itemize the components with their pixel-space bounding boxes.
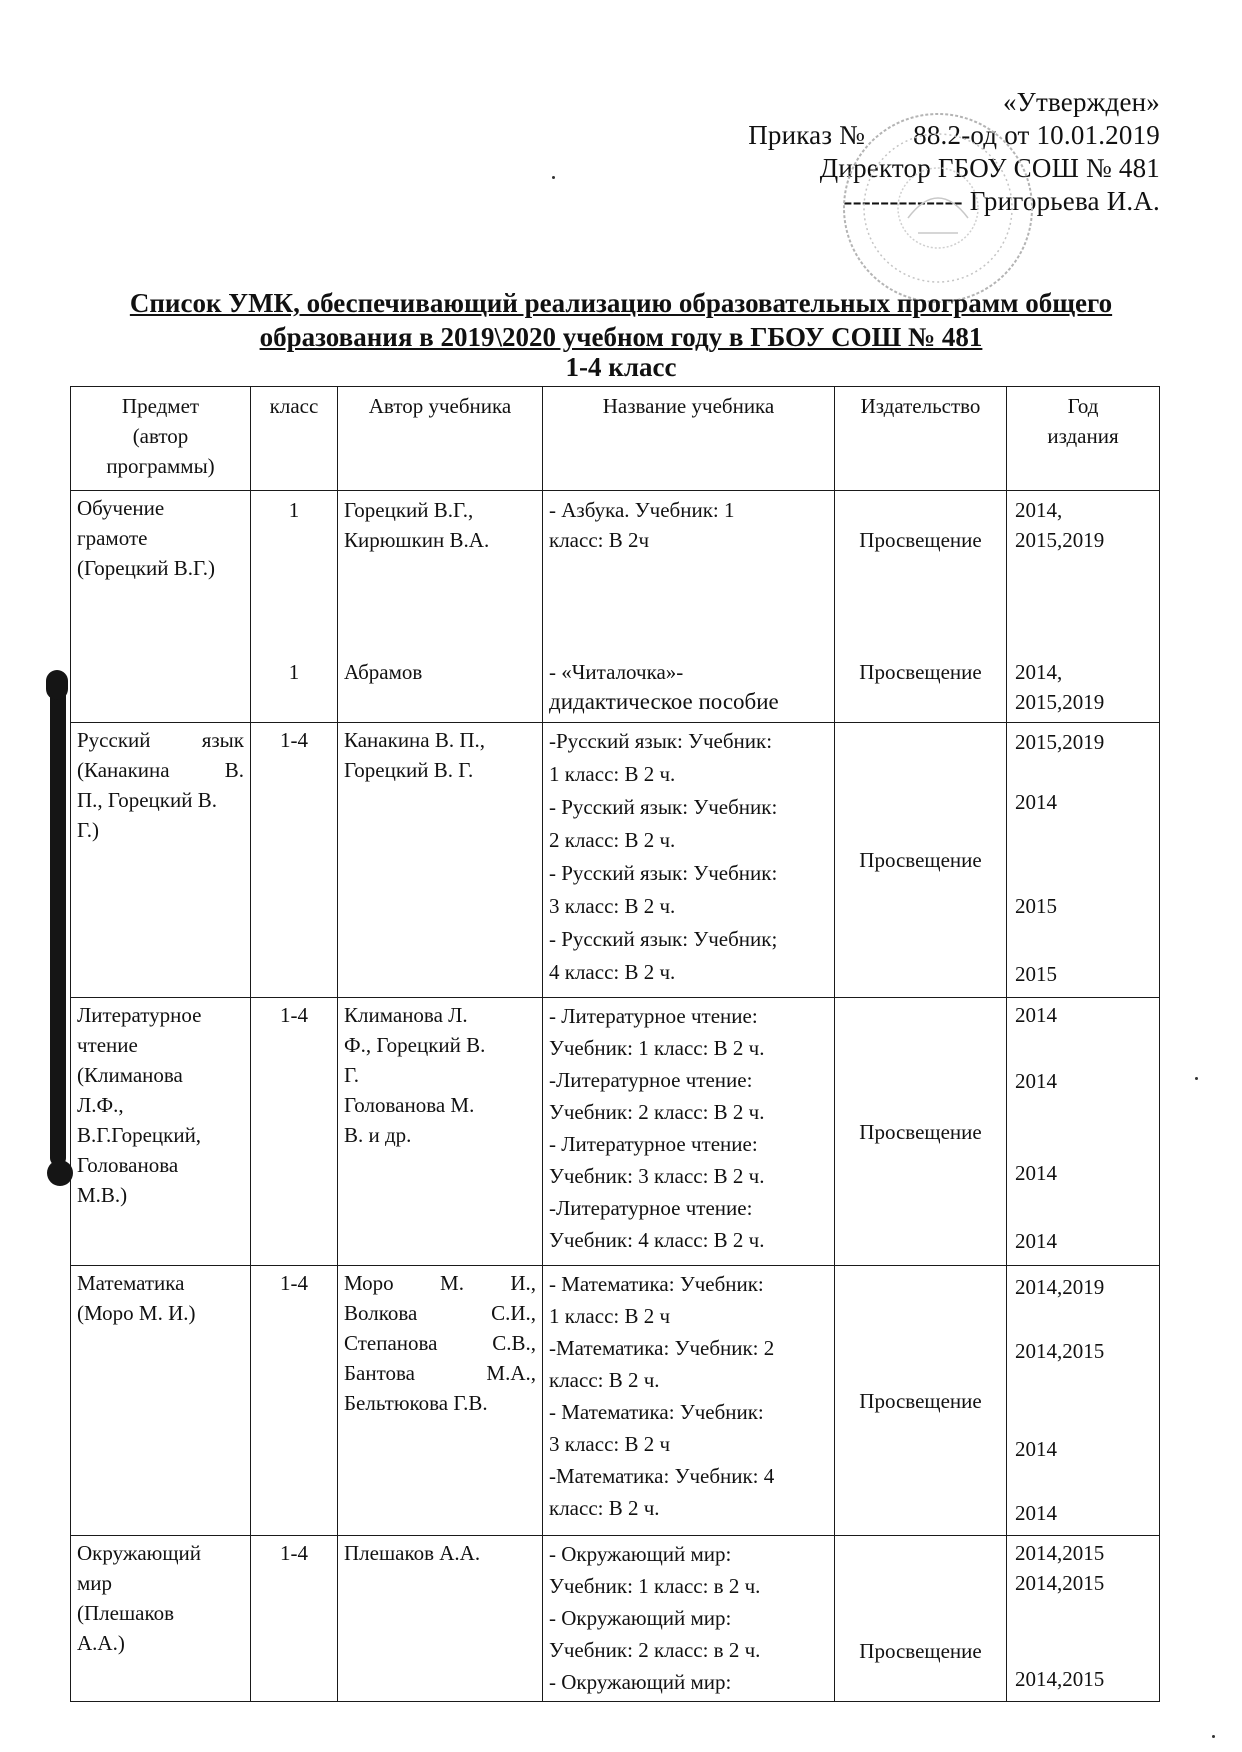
row-year: 2015,2019 2014 2015 2015 [1007,723,1160,998]
scan-dot [1212,1735,1215,1738]
order-label: Приказ № [748,120,866,150]
row-class: 1-4 [251,723,338,998]
table-row [71,723,1160,998]
header-class: класс [251,387,338,491]
order-line [748,119,1160,152]
row-book: -Русский язык: Учебник: 1 класс: В 2 ч. - Русский язык: Учебник: 2 класс: В 2 ч. - Русский язык: Учебник: 3 класс: В 2 ч. - Русский язык: Учебник; 4 класс: В 2 ч. [543,723,835,998]
row-year: 2014,2015 2014,2015 2014,2015 [1007,1536,1160,1702]
row-class: 1-4 [251,1536,338,1702]
row-publisher: Просвещение Просвещение [835,491,1007,723]
scan-dot [552,176,555,179]
order-number: 88.2-од от 10.01.2019 [913,120,1160,150]
row-author: Плешаков А.А. [338,1536,543,1702]
row-book: - Азбука. Учебник: 1 класс: В 2ч - «Читалочка»- дидактическое пособие [543,491,835,723]
table-row [71,491,1160,723]
header-year: Год издания [1007,387,1160,491]
approval-block [748,86,1160,218]
table-row [71,998,1160,1266]
title-line-2: образования в 2019\2020 учебном году в ГБОУ СОШ № 481 [259,322,983,352]
row-book: - Математика: Учебник: 1 класс: В 2 ч -Математика: Учебник: 2 класс: В 2 ч. - Математика: Учебник: 3 класс: В 2 ч -Математика: Учебник: 4 класс: В 2 ч. [543,1266,835,1536]
header-subject: Предмет (автор программы) [71,387,251,491]
grade-heading: 1-4 класс [565,352,677,382]
row-author: Моро М. И., Волкова С.И., Степанова С.В., Бантова М.А., Бельтюкова Г.В. [338,1266,543,1536]
title-line-1: Список УМК, обеспечивающий реализацию образовательных программ общего [129,288,1113,318]
director-line: Директор ГБОУ СОШ № 481 [819,153,1160,183]
row-subject: Обучение грамоте (Горецкий В.Г.) [71,491,251,723]
row-year: 2014,2019 2014,2015 2014 2014 [1007,1266,1160,1536]
row-subject: Русский язык (Канакина В. П., Горецкий В. Г.) [71,723,251,998]
row-class: 1-4 [251,998,338,1266]
row-publisher: Просвещение [835,1266,1007,1536]
document-title [60,286,1182,354]
approval-status: «Утвержден» [1002,87,1160,117]
signature-line: ------------- Григорьева И.А. [843,186,1160,216]
row-class: 1-4 [251,1266,338,1536]
table-row [71,1266,1160,1536]
row-subject: Литературное чтение (Климанова Л.Ф., В.Г.Горецкий, Голованова М.В.) [71,998,251,1266]
scan-marker-line [50,676,66,1166]
scan-marker-top [46,670,68,700]
row-author: Климанова Л. Ф., Горецкий В. Г. Голованова М. В. и др. [338,998,543,1266]
table-row [71,1536,1160,1702]
row-publisher: Просвещение [835,723,1007,998]
row-book: - Литературное чтение: Учебник: 1 класс: В 2 ч. -Литературное чтение: Учебник: 2 класс: В 2 ч. - Литературное чтение: Учебник: 3 класс: В 2 ч. -Литературное чтение: Учебник: 4 класс: В 2 ч. [543,998,835,1266]
row-author: Горецкий В.Г., Кирюшкин В.А. Абрамов [338,491,543,723]
table-header-row [71,387,1160,491]
row-author: Канакина В. П., Горецкий В. Г. [338,723,543,998]
row-subject: Окружающий мир (Плешаков А.А.) [71,1536,251,1702]
row-year: 2014, 2015,2019 2014, 2015,2019 [1007,491,1160,723]
row-publisher: Просвещение [835,998,1007,1266]
scan-marker-bottom [47,1160,73,1186]
header-book: Название учебника [543,387,835,491]
row-year: 2014 2014 2014 2014 [1007,998,1160,1266]
header-publisher: Издательство [835,387,1007,491]
row-book: - Окружающий мир: Учебник: 1 класс: в 2 ч. - Окружающий мир: Учебник: 2 класс: в 2 ч. - Окружающий мир: [543,1536,835,1702]
textbook-table [70,386,1160,1702]
row-publisher: Просвещение [835,1536,1007,1702]
row-subject: Математика (Моро М. И.) [71,1266,251,1536]
row-class: 1 1 [251,491,338,723]
scan-dot [1195,1077,1198,1080]
header-author: Автор учебника [338,387,543,491]
